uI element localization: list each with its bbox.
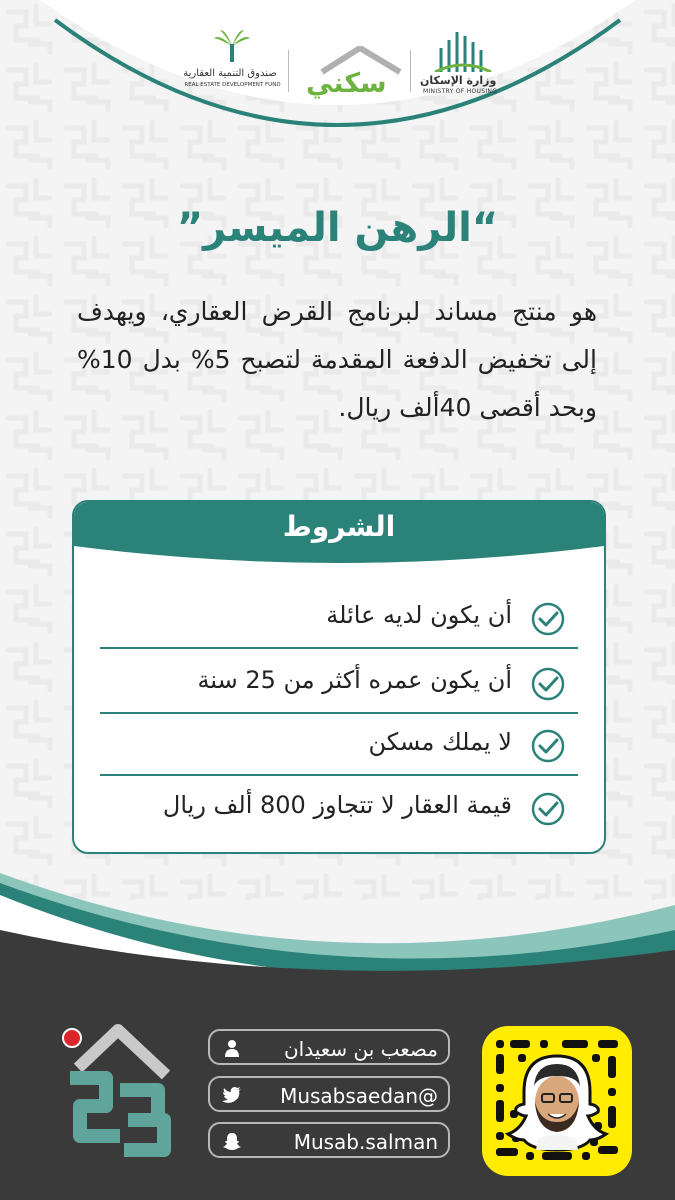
palm-emblem-icon <box>212 28 252 64</box>
check-circle-icon <box>530 728 566 764</box>
sakani-logo <box>292 46 404 106</box>
conditions-card <box>72 500 606 854</box>
ministry-name-en: MINISTRY OF HOUSING <box>423 88 498 95</box>
ministry-emblem-icon <box>433 28 493 72</box>
row-divider <box>100 774 578 776</box>
red-dot-icon <box>63 1029 81 1047</box>
sakani-label: سكني <box>306 68 387 99</box>
condition-item <box>74 714 604 776</box>
logo-divider <box>288 50 289 92</box>
condition-label: أن يكون عمره أكثر من 25 سنة <box>197 666 512 694</box>
condition-item <box>74 587 604 649</box>
conditions-title: الشروط <box>282 510 396 543</box>
ministry-name-ar: وزارة الإسكان <box>420 74 497 87</box>
condition-label: لا يملك مسكن <box>368 728 512 756</box>
snapcode-dots <box>482 1026 632 1176</box>
row-divider <box>100 647 578 649</box>
check-circle-icon <box>530 791 566 827</box>
logo-divider <box>410 50 411 92</box>
header <box>0 0 675 150</box>
twitter-pill[interactable] <box>208 1076 450 1112</box>
snapchat-handle[interactable]: Musab.salman <box>293 1130 438 1154</box>
twitter-handle[interactable]: @Musabsaedan <box>280 1084 438 1108</box>
check-circle-icon <box>530 666 566 702</box>
author-logo <box>58 1020 183 1160</box>
user-icon <box>222 1038 242 1058</box>
condition-item <box>74 777 604 839</box>
ministry-logo <box>405 28 515 108</box>
snapcode[interactable] <box>482 1026 632 1176</box>
condition-label: أن يكون لديه عائلة <box>326 601 512 629</box>
twitter-bird-icon <box>222 1085 242 1105</box>
fund-name-en: REAL ESTATE DEVELOPMENT FUND <box>184 82 281 88</box>
condition-label: قيمة العقار لا تتجاوز 800 ألف ريال <box>162 791 512 819</box>
author-name-pill <box>208 1029 450 1065</box>
fund-logo <box>180 28 285 108</box>
author-name: مصعب بن سعيدان <box>283 1037 438 1061</box>
snapchat-ghost-icon <box>222 1131 242 1151</box>
page-title: “الرهن الميسر” <box>176 205 499 251</box>
intro-paragraph: هو منتج مساند لبرنامج القرض العقاري، ويهدف إلى تخفيض الدفعة المقدمة لتصبح 5% بدل 10% وبحد أقصى 40ألف ريال. <box>77 297 597 422</box>
fund-name-ar: صندوق التنمية العقارية <box>183 68 277 79</box>
snapchat-pill[interactable] <box>208 1122 450 1158</box>
check-circle-icon <box>530 601 566 637</box>
partner-logos <box>0 28 675 108</box>
condition-item <box>74 652 604 714</box>
